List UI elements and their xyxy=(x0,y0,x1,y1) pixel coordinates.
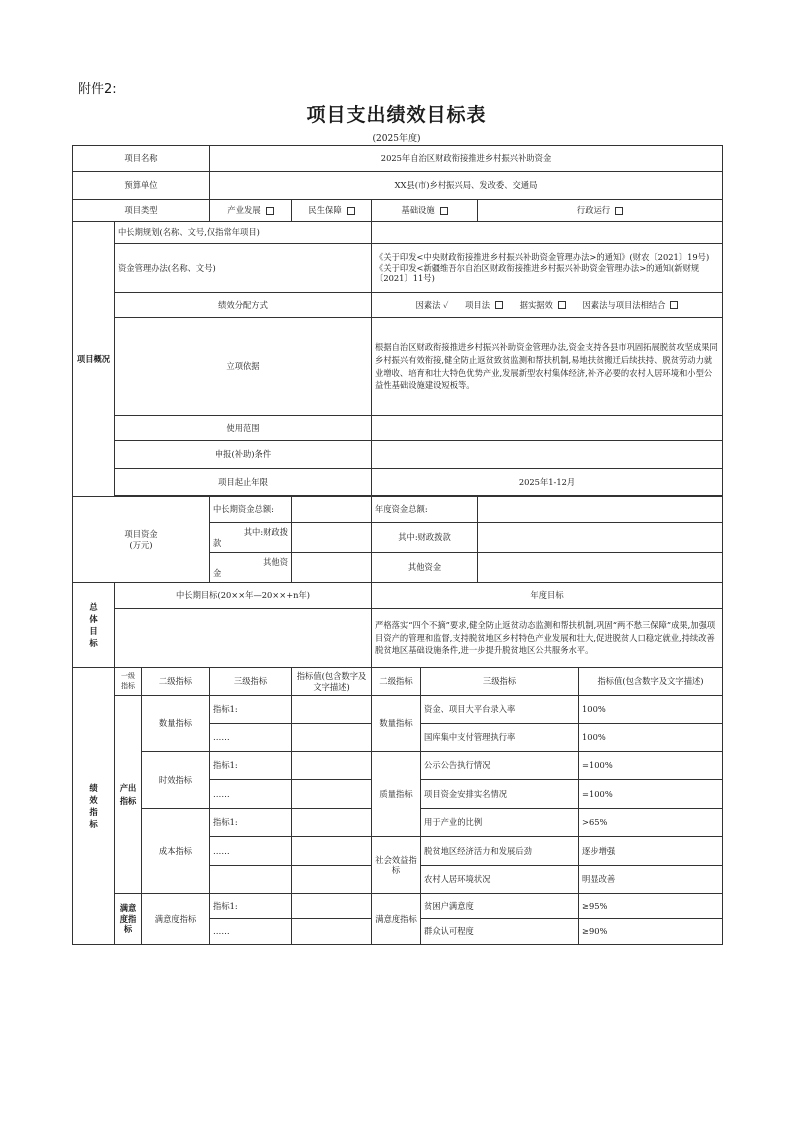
mid-other-label-line1: 其他资 xyxy=(263,557,289,568)
right-indicator-value: =100% xyxy=(579,780,723,809)
satisfaction-label-line: 满意 xyxy=(119,902,137,913)
overview-section-text: 项目概况 xyxy=(76,353,111,364)
output-indicator-label xyxy=(115,696,142,894)
indicator-char: 指 xyxy=(89,807,98,817)
annual-other-value xyxy=(478,553,723,583)
mid-goal-header: 中长期目标(20××年—20××+n年) xyxy=(115,583,372,609)
indicator-char: 效 xyxy=(89,794,98,805)
right-indicator-name: 用于产业的比例 xyxy=(421,809,579,837)
right-value-header: 指标值(包含数字及文字描述) xyxy=(579,668,723,696)
indicator-value xyxy=(292,919,372,945)
indicator-item: 指标1: xyxy=(210,894,292,919)
alloc-option-factor[interactable] xyxy=(416,300,449,310)
right-indicator-value: 逐步增强 xyxy=(579,837,723,866)
output-label-line: 指标 xyxy=(119,795,137,806)
indicators-section-label xyxy=(73,668,115,945)
satisfaction-label-line: 度指 xyxy=(119,913,137,924)
checkbox-icon[interactable] xyxy=(670,301,678,309)
project-basis-label: 立项依据 xyxy=(115,318,372,416)
alloc-option-label: 项目法 xyxy=(465,299,491,310)
page-title: 项目支出绩效目标表 xyxy=(306,104,487,126)
right-quantity-label: 数量指标 xyxy=(372,696,421,752)
right-satisfaction-label: 满意度指标 xyxy=(372,894,421,945)
indicator-char: 标 xyxy=(89,819,98,830)
level1-header-line: 指标 xyxy=(121,681,135,690)
annual-total-label: 年度资金总额: xyxy=(372,497,478,523)
right-indicator-name: 项目资金安排实名情况 xyxy=(421,780,579,809)
satisfaction-indicator-label: 满意度指标 xyxy=(142,894,210,945)
indicator-value xyxy=(292,866,372,894)
quantity-indicator-label: 数量指标 xyxy=(142,696,210,752)
right-indicator-value: 100% xyxy=(579,724,723,752)
right-indicator-name: 群众认可程度 xyxy=(421,919,579,945)
right-indicator-name: 国库集中支付管理执行率 xyxy=(421,724,579,752)
right-indicator-value: >65% xyxy=(579,809,723,837)
overall-goals-label xyxy=(73,583,115,668)
right-indicator-name: 公示公告执行情况 xyxy=(421,752,579,780)
indicator-item: 指标1: xyxy=(210,809,292,837)
right-indicator-value: =100% xyxy=(579,752,723,780)
mid-fiscal-label xyxy=(210,523,292,553)
indicator-item: …… xyxy=(210,724,292,752)
goal-char: 体 xyxy=(89,613,98,624)
alloc-option-label: 因素法 ✓ xyxy=(415,299,449,310)
right-indicator-value: 明显改善 xyxy=(579,866,723,894)
annual-goal-header: 年度目标 xyxy=(372,583,723,609)
annual-goal-text: 严格落实“四个不摘”要求,健全防止返贫动态监测和帮扶机制,巩固“两不愁三保障”成果,加强项目资产的管理和监督,支持脱贫地区乡村特色产业发展和壮大,促进脱贫人口稳定就业,持续改善脱贫地区基础设施条件,进一步提升脱贫地区公共服务水平。 xyxy=(372,609,723,668)
indicator-item: …… xyxy=(210,837,292,866)
project-funds-label xyxy=(73,497,210,583)
mid-other-label-line2: 金 xyxy=(213,567,222,578)
type-option-operation[interactable] xyxy=(478,200,723,222)
alloc-option-actual[interactable] xyxy=(520,300,566,310)
indicator-item: 指标1: xyxy=(210,752,292,780)
value-header: 指标值(包含数字及文字描述) xyxy=(292,668,372,696)
type-option-label: 产业发展 xyxy=(227,205,261,216)
indicator-value xyxy=(292,809,372,837)
indicator-value xyxy=(292,837,372,866)
cost-indicator-label: 成本指标 xyxy=(142,809,210,894)
level1-header-line: 一级 xyxy=(121,672,135,681)
output-label-line: 产出 xyxy=(119,783,137,794)
usage-scope-label: 使用范围 xyxy=(115,416,372,441)
right-level3-header: 三级指标 xyxy=(421,668,579,696)
right-social-benefit-label: 社会效益指标 xyxy=(372,837,421,894)
right-indicator-value: 100% xyxy=(579,696,723,724)
project-name-label: 项目名称 xyxy=(73,146,210,172)
project-period-label: 项目起止年限 xyxy=(115,469,372,496)
type-option-label: 行政运行 xyxy=(576,205,611,216)
level2-header: 二级指标 xyxy=(142,668,210,696)
annual-total-value xyxy=(478,497,723,523)
type-option-infrastructure[interactable] xyxy=(372,200,478,222)
timeliness-indicator-label: 时效指标 xyxy=(142,752,210,809)
attachment-label: 附件2: xyxy=(78,82,117,97)
satisfaction-indicator-level1 xyxy=(115,894,142,945)
satisfaction-label-line: 标 xyxy=(123,924,133,935)
indicator-value xyxy=(292,724,372,752)
right-indicator-value: ≥95% xyxy=(579,894,723,919)
mid-goal-text xyxy=(115,609,372,668)
usage-scope-value xyxy=(372,416,723,441)
fund-mgmt-line: 《关于印发<新疆维吾尔自治区财政衔接推进乡村振兴补助资金管理办法>的通知(新财规〔2021〕11号) xyxy=(375,262,700,284)
right-indicator-value: ≥90% xyxy=(579,919,723,945)
alloc-option-combined[interactable] xyxy=(583,300,679,310)
right-indicator-name: 贫困户满意度 xyxy=(421,894,579,919)
mid-other-label xyxy=(210,553,292,583)
checkbox-icon[interactable] xyxy=(266,207,274,215)
fund-mgmt-value xyxy=(372,244,723,293)
alloc-option-project[interactable] xyxy=(465,300,503,310)
project-type-label: 项目类型 xyxy=(73,200,210,222)
level1-header xyxy=(115,668,142,696)
performance-target-table xyxy=(72,145,723,945)
indicator-value xyxy=(292,752,372,780)
mid-fiscal-label-line1: 其中:财政拨 xyxy=(243,527,289,538)
project-period-value: 2025年1-12月 xyxy=(372,469,723,496)
alloc-method-label: 绩效分配方式 xyxy=(115,293,372,318)
project-basis-text: 根据自治区财政衔接推进乡村振兴补助资金管理办法,资金支持各县市巩固拓展脱贫攻坚成果同乡村振兴有效衔接,健全防止返贫致贫监测和帮扶机制,易地扶贫搬迁后续扶持、脱贫劳动力就业增收、培育和壮大特色优势产业,发展新型农村集体经济,补齐必要的农村人居环境和小型公益性基础设施建设短板等。 xyxy=(372,318,723,416)
mid-other-value xyxy=(292,553,372,583)
checkbox-icon[interactable] xyxy=(495,301,503,309)
right-quality-label: 质量指标 xyxy=(372,752,421,837)
apply-condition-value xyxy=(372,441,723,469)
mid-total-label: 中长期资金总额: xyxy=(210,497,292,523)
right-indicator-name: 资金、项目大平台录入率 xyxy=(421,696,579,724)
budget-unit-value: XX县(市)乡村振兴局、发改委、交通局 xyxy=(210,172,723,200)
checkbox-icon[interactable] xyxy=(347,207,355,215)
indicator-item: …… xyxy=(210,780,292,809)
annual-fiscal-label: 其中:财政拨款 xyxy=(372,523,478,553)
type-option-industry[interactable] xyxy=(210,200,292,222)
fund-mgmt-label: 资金管理办法(名称、文号) xyxy=(115,244,372,293)
checkbox-icon[interactable] xyxy=(440,207,448,215)
mid-fiscal-label-line2: 款 xyxy=(213,537,222,548)
indicator-value xyxy=(292,894,372,919)
level3-header: 三级指标 xyxy=(210,668,292,696)
annual-other-label: 其他资金 xyxy=(372,553,478,583)
alloc-option-label: 因素法与项目法相结合 xyxy=(582,299,666,310)
overview-section-label xyxy=(73,222,115,497)
apply-condition-label: 申报(补助)条件 xyxy=(115,441,372,469)
annual-fiscal-value xyxy=(478,523,723,553)
right-indicator-name: 农村人居环境状况 xyxy=(421,866,579,894)
year-label: (2025年度) xyxy=(372,134,421,144)
type-option-livelihood[interactable] xyxy=(292,200,372,222)
project-funds-title: 项目资金 xyxy=(124,529,158,540)
type-option-label: 民生保障 xyxy=(308,205,342,216)
checkbox-icon[interactable] xyxy=(558,301,566,309)
indicator-char: 绩 xyxy=(89,782,98,793)
alloc-method-options xyxy=(372,293,723,318)
budget-unit-label: 预算单位 xyxy=(73,172,210,200)
right-level2-header: 二级指标 xyxy=(372,668,421,696)
indicator-value xyxy=(292,780,372,809)
mid-fiscal-value xyxy=(292,523,372,553)
mid-total-value xyxy=(292,497,372,523)
type-option-label: 基础设施 xyxy=(401,205,435,216)
indicator-item: 指标1: xyxy=(210,696,292,724)
goal-char: 目 xyxy=(89,626,98,636)
alloc-option-label: 据实据效 xyxy=(519,299,553,310)
mid-plan-value xyxy=(372,222,723,244)
right-indicator-name: 脱贫地区经济活力和发展后劲 xyxy=(421,837,579,866)
project-name-value: 2025年自治区财政衔接推进乡村振兴补助资金 xyxy=(210,146,723,172)
checkbox-icon[interactable] xyxy=(615,207,623,215)
fund-mgmt-line: 《关于印发<中央财政衔接推进乡村振兴补助资金管理办法>的通知》(财农〔2021〕19号) xyxy=(375,252,710,263)
indicator-value xyxy=(292,696,372,724)
indicator-item: …… xyxy=(210,919,292,945)
indicator-item xyxy=(210,866,292,894)
goal-char: 标 xyxy=(89,638,98,649)
goal-char: 总 xyxy=(89,601,98,612)
mid-plan-label: 中长期规划(名称、文号,仅指常年项目) xyxy=(115,222,372,244)
project-funds-unit: (万元) xyxy=(129,539,153,550)
